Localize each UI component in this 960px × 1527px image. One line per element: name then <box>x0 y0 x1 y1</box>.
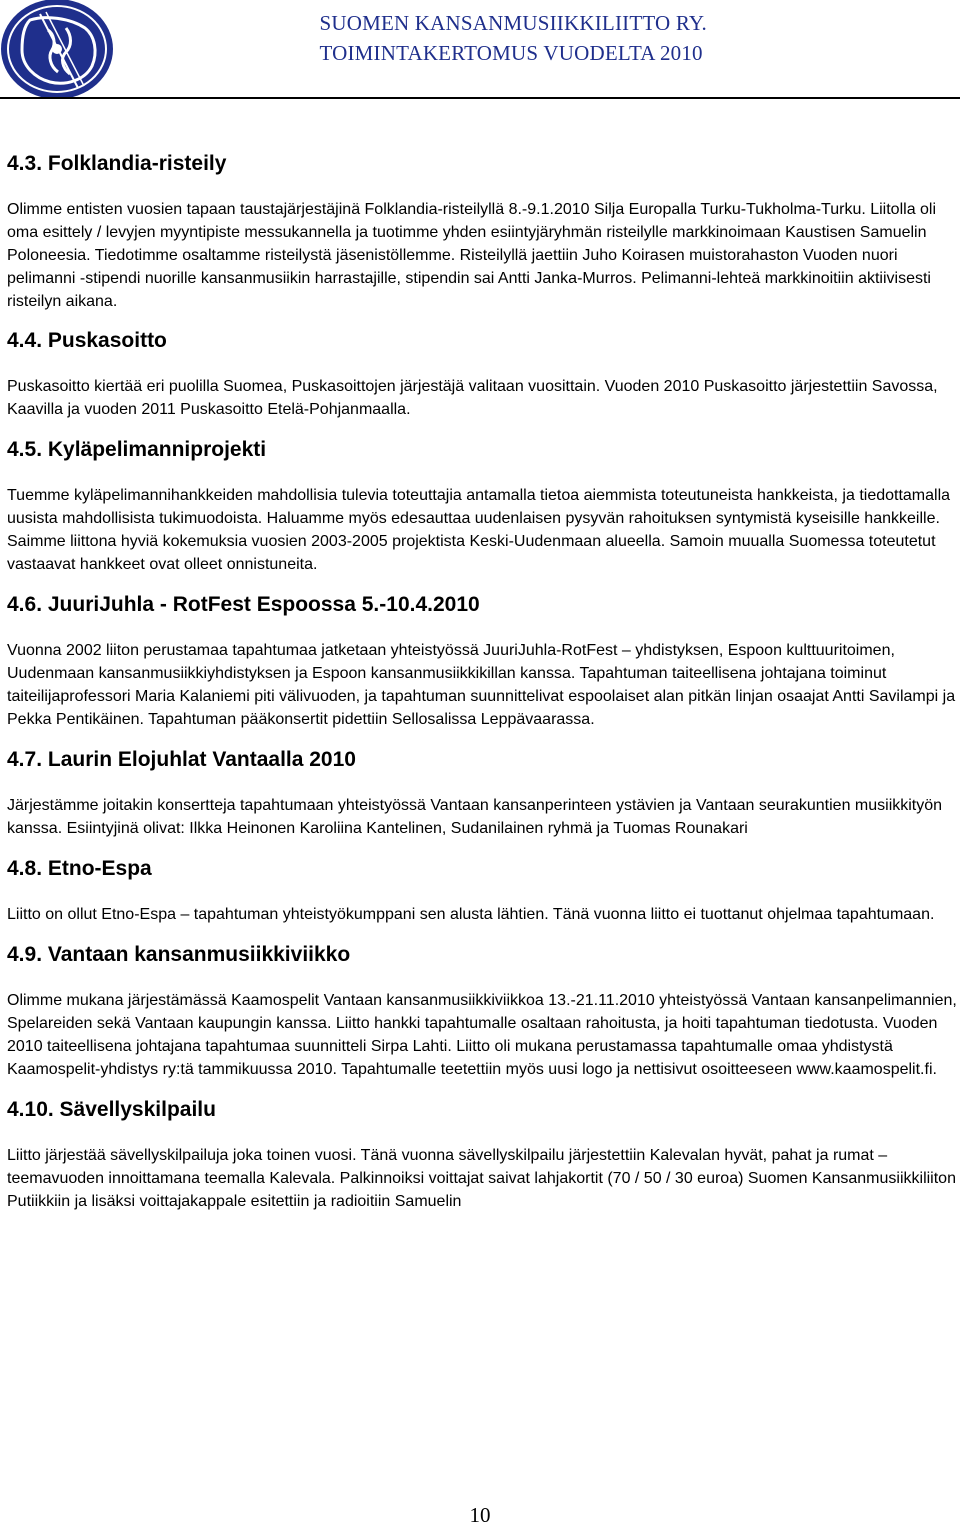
section-puskasoitto <box>7 328 957 421</box>
section-paragraph: Tuemme kyläpelimannihankkeiden mahdollisia tulevia toteuttajia antamalla tietoa aiemmista toteutuneista hankkeista, ja tiedottamalla uusista mahdollisista tukimuodoista. Haluamme myös edesauttaa uudenlaisen pysyvän rahoituksen syntymistä kyseisille hankkeille. Saimme liittona hyviä kokemuksia vuosien 2003-2005 projektista Keski-Uudenmaan alueella. Samoin muualla Suomessa toteutetut vastaavat hankkeet ovat olleet onnistuneita. <box>7 487 951 573</box>
section-savellyskilpailu <box>7 1097 957 1213</box>
section-heading: 4.8. Etno-Espa <box>7 857 152 880</box>
section-heading: 4.4. Puskasoitto <box>7 329 167 352</box>
section-paragraph: Liitto on ollut Etno-Espa – tapahtuman yhteistyökumppani sen alusta lähtien. Tänä vuonna liitto ei tuottanut ohjelmaa tapahtumaan. <box>7 906 935 923</box>
section-heading: 4.7. Laurin Elojuhlat Vantaalla 2010 <box>7 748 356 771</box>
document-body <box>7 151 957 1229</box>
header-organization: SUOMEN KANSANMUSIIKKILIITTO RY. <box>319 11 707 35</box>
section-vantaan-kansanmusiikkiviikko <box>7 942 957 1081</box>
page-number: 10 <box>469 1503 491 1527</box>
header-divider <box>0 97 960 99</box>
section-heading: 4.3. Folklandia-risteily <box>7 152 227 175</box>
logo <box>0 0 115 98</box>
section-paragraph: Järjestämme joitakin konsertteja tapahtumaan yhteistyössä Vantaan kansanperinteen ystävien ja Vantaan seurakuntien musiikkityön kanssa. Esiintyjinä olivat: Ilkka Heinonen Karoliina Kantelinen, Sudanilainen ryhmä ja Tuomas Rounakari <box>7 797 943 837</box>
section-paragraph: Liitto järjestää sävellyskilpailuja joka toinen vuosi. Tänä vuonna sävellyskilpailu järjestettiin Kalevalan hyvät, pahat ja rumat –teemavuoden innoittamana teemalla Kalevala. Palkinnoiksi voittajat saivat lahjakortit (70 / 50 / 30 euroa) Suomen Kansanmusiikkiliiton Putiikkiin ja lisäksi voittajakappale esitettiin ja radioitiin Samuelin <box>7 1147 956 1210</box>
section-paragraph: Olimme mukana järjestämässä Kaamospelit Vantaan kansanmusiikkiviikkoa 13.-21.11.2010 yhteistyössä Vantaan kansanpelimannien, Spelareiden sekä Vantaan kaupungin kanssa. Liitto hankki tapahtumalle osaltaan rahoitusta, ja hoiti tapahtuman tiedotusta. Vuoden 2010 taiteellisena johtajana tapahtumaa suunnitteli Sirpa Lahti. Liitto oli mukana perustamassa tapahtumalle omaa yhdistystä Kaamospelit-yhdistys ry:tä tammikuussa 2010. Tapahtumalle teetettiin myös uusi logo ja nettisivut osoitteeseen www.kaamospelit.fi. <box>7 992 957 1078</box>
section-heading: 4.5. Kyläpelimanniprojekti <box>7 438 267 461</box>
header-report-title: TOIMINTAKERTOMUS VUODELTA 2010 <box>319 41 703 65</box>
document-header <box>319 8 707 68</box>
section-paragraph: Olimme entisten vuosien tapaan taustajärjestäjinä Folklandia-risteilyllä 8.-9.1.2010 Silja Europalla Turku-Tukholma-Turku. Liitolla oli oma esittely / levyjen myyntipiste messukannella ja tuotimme yhden esiintyjäryhmän risteilylle markkinoimaan Kaustisen Samuelin Poloneesia. Tiedotimme osaltamme risteilystä jäsenistöllemme. Risteilyllä jaettiin Juho Koirasen muistorahaston Vuoden nuori pelimanni -stipendi nuorille kansanmusiikin harrastajille, stipendin sai Antti Janka-Murros. Pelimanni-lehteä markkinoitiin aktiivisesti risteilyn aikana. <box>7 201 937 310</box>
section-folklandia <box>7 151 957 313</box>
section-heading: 4.10. Sävellyskilpailu <box>7 1098 216 1121</box>
section-etno-espa <box>7 856 957 926</box>
section-heading: 4.9. Vantaan kansanmusiikkiviikko <box>7 943 351 966</box>
section-laurin-elojuhlat <box>7 747 957 840</box>
section-heading: 4.6. JuuriJuhla - RotFest Espoossa 5.-10.4.2010 <box>7 593 480 616</box>
section-juurijuhla <box>7 592 957 731</box>
section-kylapelimanniprojekti <box>7 437 957 576</box>
section-paragraph: Puskasoitto kiertää eri puolilla Suomea, Puskasoittojen järjestäjä valitaan vuosittain. Vuoden 2010 Puskasoitto järjestettiin Savossa, Kaavilla ja vuoden 2011 Puskasoitto Etelä-Pohjanmaalla. <box>7 378 938 418</box>
section-paragraph: Vuonna 2002 liiton perustamaa tapahtumaa jatketaan yhteistyössä JuuriJuhla-RotFest – yhdistyksen, Espoon kulttuuritoimen, Uudenmaan kansanmusiikkiyhdistyksen ja Espoon kansanmusiikkikillan kanssa. Tapahtuman taiteellisena johtajana toiminut taiteilijaprofessori Maria Kalaniemi piti välivuoden, ja tapahtuman suunnittelivat espoolaiset alan pitkän linjan osaajat Antti Savilampi ja Pekka Pentikäinen. Tapahtuman pääkonsertit pidettiin Sellosalissa Leppävaarassa. <box>7 642 956 728</box>
violin-emblem-icon <box>0 0 115 98</box>
